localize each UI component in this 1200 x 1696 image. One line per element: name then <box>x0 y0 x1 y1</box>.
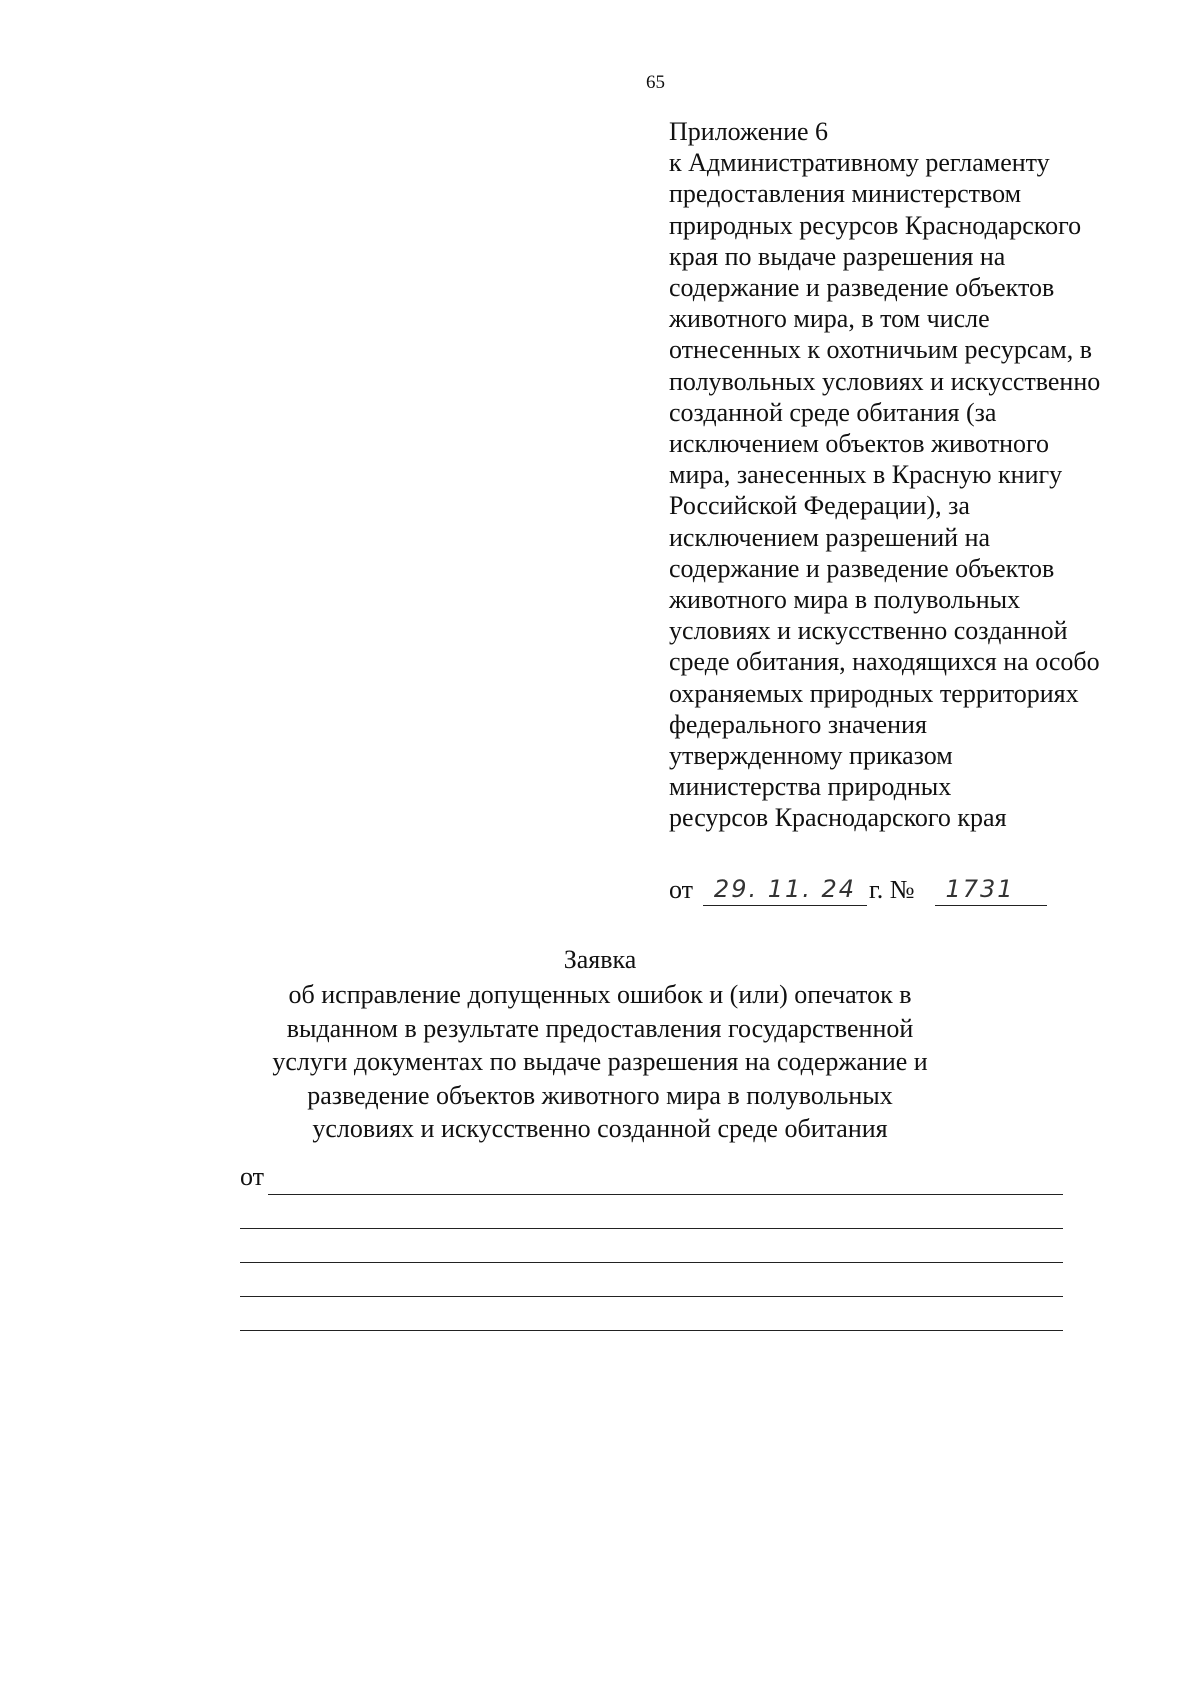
applicant-fill-line[interactable] <box>240 1228 1063 1229</box>
appendix-line: Российской Федерации), за <box>669 491 970 521</box>
appendix-line: содержание и разведение объектов <box>669 553 1055 583</box>
appendix-line: министерства природных <box>669 772 952 802</box>
appendix-line: полувольных условиях и искусственно <box>669 366 1101 396</box>
applicant-fill-line[interactable] <box>240 1296 1063 1297</box>
subtitle-line: об исправление допущенных ошибок и (или) опечаток в <box>288 980 912 1009</box>
applicant-fill-line[interactable] <box>240 1262 1063 1263</box>
appendix-line: края по выдаче разрешения на <box>669 241 1006 271</box>
appendix-header <box>669 116 1189 834</box>
applicant-fill-line[interactable] <box>268 1194 1063 1195</box>
year-number-label: г. № <box>869 875 915 904</box>
appendix-line: охраняемых природных территориях <box>669 678 1079 708</box>
appendix-line: федерального значения <box>669 709 927 739</box>
handwritten-number: 1731 <box>945 875 1015 903</box>
applicant-from-label: от <box>240 1162 265 1191</box>
appendix-line: условиях и искусственно созданной <box>669 616 1068 646</box>
appendix-line: к Административному регламенту <box>669 148 1050 178</box>
appendix-line: природных ресурсов Краснодарского <box>669 210 1082 240</box>
appendix-line: животного мира, в том числе <box>669 304 990 334</box>
order-date-line <box>669 875 1089 909</box>
appendix-line: предоставления министерством <box>669 179 1022 209</box>
subtitle-line: условиях и искусственно созданной среде обитания <box>312 1114 888 1143</box>
appendix-line: мира, занесенных в Красную книгу <box>669 460 1063 490</box>
appendix-line: созданной среде обитания (за <box>669 397 997 427</box>
appendix-line: исключением разрешений на <box>669 522 991 552</box>
appendix-line: утвержденному приказом <box>669 741 953 771</box>
appendix-line: животного мира в полувольных <box>669 585 1021 615</box>
subtitle-line: выданном в результате предоставления государственной <box>286 1013 914 1043</box>
appendix-line: среде обитания, находящихся на особо <box>669 647 1100 677</box>
appendix-line: содержание и разведение объектов <box>669 273 1055 303</box>
subtitle-line: разведение объектов животного мира в полувольных <box>307 1080 893 1110</box>
appendix-line: отнесенных к охотничьим ресурсам, в <box>669 335 1092 365</box>
subtitle-line: услуги документах по выдаче разрешения на содержание и <box>272 1047 928 1076</box>
appendix-title: Приложение 6 <box>669 117 829 146</box>
applicant-fill-line[interactable] <box>240 1330 1063 1331</box>
application-subtitle <box>225 978 975 1146</box>
date-prefix: от <box>669 875 694 904</box>
handwritten-date: 29. 11. 24 <box>713 875 857 903</box>
appendix-line: исключением объектов животного <box>669 429 1050 459</box>
application-title: Заявка <box>563 945 637 974</box>
page-number: 65 <box>646 72 665 93</box>
appendix-line: ресурсов Краснодарского края <box>669 803 1007 833</box>
